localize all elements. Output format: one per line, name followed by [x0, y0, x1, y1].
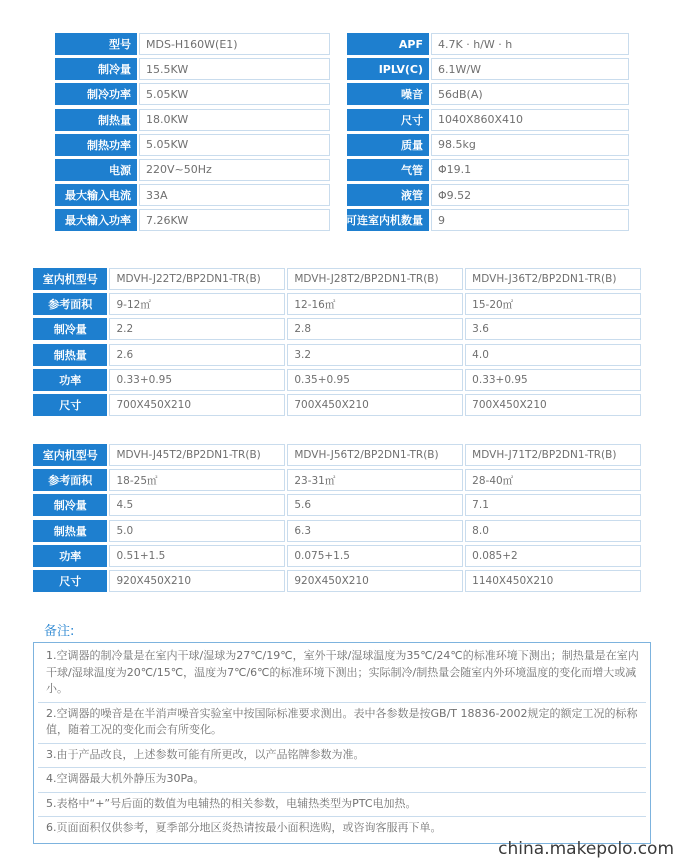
table-row: [33, 394, 643, 416]
outdoor-spec-table-left: [55, 33, 330, 235]
row-label: 功率: [33, 545, 107, 567]
spec-label: 气管: [347, 159, 429, 181]
spec-label: 尺寸: [347, 109, 429, 131]
spec-label: 最大输入功率: [55, 209, 137, 231]
row-label: 功率: [33, 369, 107, 391]
spec-row: [347, 209, 629, 231]
row-label: 参考面积: [33, 293, 107, 315]
spec-value: Φ9.52: [431, 184, 629, 206]
spec-label: 液管: [347, 184, 429, 206]
indoor-unit-table-1: [33, 268, 643, 419]
spec-value: 98.5kg: [431, 134, 629, 156]
spec-row: [347, 159, 629, 181]
spec-row: [347, 33, 629, 55]
spec-row: [55, 33, 330, 55]
spec-label: 可连室内机数量: [347, 209, 429, 231]
row-label: 尺寸: [33, 570, 107, 592]
spec-value: 5.05KW: [139, 134, 330, 156]
table-cell: 4.5: [109, 494, 285, 516]
row-label: 室内机型号: [33, 268, 107, 290]
spec-row: [347, 83, 629, 105]
row-label: 尺寸: [33, 394, 107, 416]
spec-label: IPLV(C): [347, 58, 429, 80]
spec-label: 制热功率: [55, 134, 137, 156]
table-cell: 9-12㎡: [109, 293, 285, 315]
table-cell: 12-16㎡: [287, 293, 463, 315]
note-item: 2.空调器的噪音是在半消声噪音实验室中按国际标准要求测出。表中各参数是按GB/T 18836-2002规定的额定工况的标称值，随着工况的变化而会有所变化。: [38, 703, 646, 744]
table-cell: 700X450X210: [109, 394, 285, 416]
table-cell: MDVH-J45T2/BP2DN1-TR(B): [109, 444, 285, 466]
table-row: [33, 318, 643, 340]
spec-row: [55, 184, 330, 206]
spec-value: 56dB(A): [431, 83, 629, 105]
spec-row: [55, 209, 330, 231]
spec-label: 制冷功率: [55, 83, 137, 105]
spec-row: [347, 58, 629, 80]
row-label: 室内机型号: [33, 444, 107, 466]
note-item: 6.页面面积仅供参考，夏季部分地区炎热请按最小面积选购，或咨询客服再下单。: [46, 821, 442, 834]
table-cell: MDVH-J28T2/BP2DN1-TR(B): [287, 268, 463, 290]
watermark: china.makepolo.com: [498, 839, 674, 859]
table-cell: 1140X450X210: [465, 570, 641, 592]
table-row: [33, 268, 643, 290]
row-label: 制冷量: [33, 318, 107, 340]
spec-label: 质量: [347, 134, 429, 156]
notes-box: [33, 642, 651, 844]
table-cell: 4.0: [465, 344, 641, 366]
spec-value: 15.5KW: [139, 58, 330, 80]
table-row: [33, 344, 643, 366]
table-cell: 0.33+0.95: [465, 369, 641, 391]
note-item: 1.空调器的制冷量是在室内干球/湿球为27℃/19℃，室外干球/湿球温度为35℃/24℃的标准环境下测出；制热量是在室内干球/湿球温度为20℃/15℃，温度为7℃/6℃的标准环境下测出；实际制冷/制热量会随室内外环境温度的变化而增大或减小。: [38, 645, 646, 703]
spec-label: 型号: [55, 33, 137, 55]
row-label: 制热量: [33, 520, 107, 542]
spec-row: [347, 109, 629, 131]
table-cell: 700X450X210: [465, 394, 641, 416]
spec-value: 33A: [139, 184, 330, 206]
table-cell: 28-40㎡: [465, 469, 641, 491]
spec-value: 18.0KW: [139, 109, 330, 131]
table-cell: 5.0: [109, 520, 285, 542]
spec-label: 电源: [55, 159, 137, 181]
note-item: 4.空调器最大机外静压为30Pa。: [38, 768, 646, 793]
row-label: 制冷量: [33, 494, 107, 516]
table-row: [33, 570, 643, 592]
table-cell: MDVH-J71T2/BP2DN1-TR(B): [465, 444, 641, 466]
table-row: [33, 444, 643, 466]
table-cell: 3.2: [287, 344, 463, 366]
table-cell: 0.35+0.95: [287, 369, 463, 391]
table-row: [33, 494, 643, 516]
table-cell: 0.075+1.5: [287, 545, 463, 567]
spec-value: 6.1W/W: [431, 58, 629, 80]
note-item: 3.由于产品改良，上述参数可能有所更改，以产品铭牌参数为准。: [38, 744, 646, 769]
table-row: [33, 293, 643, 315]
note-item: 5.表格中“+”号后面的数值为电辅热的相关参数，电辅热类型为PTC电加热。: [38, 793, 646, 818]
spec-label: 噪音: [347, 83, 429, 105]
spec-label: 最大输入电流: [55, 184, 137, 206]
table-cell: 18-25㎡: [109, 469, 285, 491]
table-cell: 0.085+2: [465, 545, 641, 567]
spec-value: 1040X860X410: [431, 109, 629, 131]
spec-value: 4.7K · h/W · h: [431, 33, 629, 55]
outdoor-spec-table-right: [347, 33, 629, 235]
table-cell: 5.6: [287, 494, 463, 516]
table-cell: 23-31㎡: [287, 469, 463, 491]
table-cell: 15-20㎡: [465, 293, 641, 315]
spec-row: [55, 134, 330, 156]
notes-title: 备注:: [44, 624, 75, 639]
table-row: [33, 469, 643, 491]
spec-label: 制冷量: [55, 58, 137, 80]
table-cell: 2.8: [287, 318, 463, 340]
spec-row: [55, 83, 330, 105]
table-cell: 3.6: [465, 318, 641, 340]
table-cell: MDVH-J56T2/BP2DN1-TR(B): [287, 444, 463, 466]
indoor-unit-table-2: [33, 444, 643, 595]
spec-row: [347, 134, 629, 156]
table-cell: 700X450X210: [287, 394, 463, 416]
spec-row: [55, 159, 330, 181]
table-cell: 0.51+1.5: [109, 545, 285, 567]
table-cell: MDVH-J22T2/BP2DN1-TR(B): [109, 268, 285, 290]
table-row: [33, 520, 643, 542]
table-cell: MDVH-J36T2/BP2DN1-TR(B): [465, 268, 641, 290]
table-cell: 7.1: [465, 494, 641, 516]
table-cell: 920X450X210: [287, 570, 463, 592]
table-cell: 8.0: [465, 520, 641, 542]
table-cell: 2.2: [109, 318, 285, 340]
spec-row: [347, 184, 629, 206]
spec-value: 5.05KW: [139, 83, 330, 105]
table-cell: 2.6: [109, 344, 285, 366]
spec-label: APF: [347, 33, 429, 55]
table-cell: 920X450X210: [109, 570, 285, 592]
spec-value: 220V~50Hz: [139, 159, 330, 181]
spec-value: Φ19.1: [431, 159, 629, 181]
spec-label: 制热量: [55, 109, 137, 131]
row-label: 参考面积: [33, 469, 107, 491]
table-cell: 0.33+0.95: [109, 369, 285, 391]
spec-row: [55, 58, 330, 80]
row-label: 制热量: [33, 344, 107, 366]
spec-row: [55, 109, 330, 131]
table-row: [33, 369, 643, 391]
spec-value: 9: [431, 209, 629, 231]
table-cell: 6.3: [287, 520, 463, 542]
table-row: [33, 545, 643, 567]
spec-value: 7.26KW: [139, 209, 330, 231]
spec-value: MDS-H160W(E1): [139, 33, 330, 55]
